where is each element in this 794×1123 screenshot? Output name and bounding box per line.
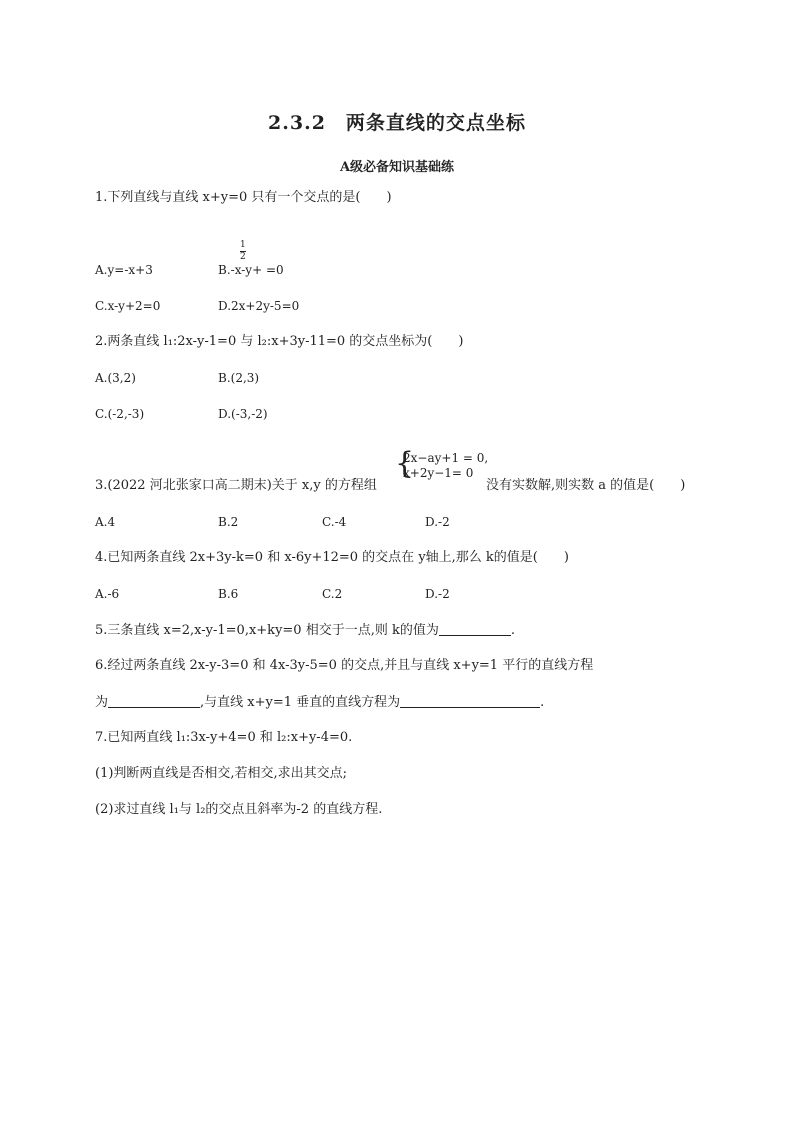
question-1-stem: 1.下列直线与直线 x+y=0 只有一个交点的是( ) [95,190,392,205]
question-4-option-d: D.-2 [425,587,450,601]
equation-system [395,446,489,481]
question-3-stem-before: 3.(2022 河北张家口高二期末)关于 x,y 的方程组 [95,478,377,493]
question-5-end: . [510,623,515,638]
answer-blank-6b[interactable] [400,694,540,708]
fraction-numerator: 1 [240,240,246,250]
question-3-stem-after: 没有实数解,则实数 a 的值是( ) [486,478,686,493]
question-2-option-a: A.(3,2) [95,371,136,385]
question-4-option-b: B.6 [218,587,239,601]
question-6-line-2 [95,694,544,711]
question-6-prefix: 为 [95,695,109,710]
question-3-option-a: A.4 [95,515,116,529]
question-1-option-c: C.x-y+2=0 [95,299,161,313]
question-5-stem: 5.三条直线 x=2,x-y-1=0,x+ky=0 相交于一点,则 k的值为 [95,623,439,638]
question-7-stem: 7.已知两直线 l₁:3x-y+4=0 和 l₂:x+y-4=0. [95,730,353,745]
answer-blank-5[interactable] [439,622,511,636]
question-6-end: . [540,695,545,710]
question-3-option-d: D.-2 [425,515,450,529]
question-2-option-b: B.(2,3) [218,371,260,385]
question-4-option-a: A.-6 [95,587,120,601]
question-5 [95,622,515,639]
equation-2: x+2y−1= 0 [403,466,474,480]
question-1-option-a: A.y=-x+3 [95,263,153,277]
question-7-part-1: (1)判断两直线是否相交,若相交,求出其交点; [95,766,348,781]
question-6-line-1: 6.经过两条直线 2x-y-3=0 和 4x-3y-5=0 的交点,并且与直线 x+y=1 平行的直线方程 [95,658,594,673]
question-1-option-b: B.-x-y+ =0 [218,263,284,277]
equation-system-brace: { [395,446,415,481]
equation-1: 2x−ay+1 = 0, [403,451,489,465]
question-2-option-c: C.(-2,-3) [95,407,145,421]
question-4-option-c: C.2 [322,587,343,601]
question-7-part-2: (2)求过直线 l₁与 l₂的交点且斜率为-2 的直线方程. [95,802,383,817]
fraction-denominator: 2 [240,252,246,262]
question-4-stem: 4.已知两条直线 2x+3y-k=0 和 x-6y+12=0 的交点在 y轴上,那么 k的值是( ) [95,550,569,565]
question-6-middle: ,与直线 x+y=1 垂直的直线方程为 [200,695,401,710]
question-2-stem: 2.两条直线 l₁:2x-y-1=0 与 l₂:x+3y-11=0 的交点坐标为( ) [95,334,464,349]
question-3-option-c: C.-4 [322,515,347,529]
question-3-option-b: B.2 [218,515,239,529]
answer-blank-6a[interactable] [108,694,200,708]
page-title: 2.3.2 两条直线的交点坐标 [268,112,526,134]
question-1-option-d: D.2x+2y-5=0 [218,299,300,313]
section-subtitle: A级必备知识基础练 [339,160,455,175]
question-2-option-d: D.(-3,-2) [218,407,268,421]
